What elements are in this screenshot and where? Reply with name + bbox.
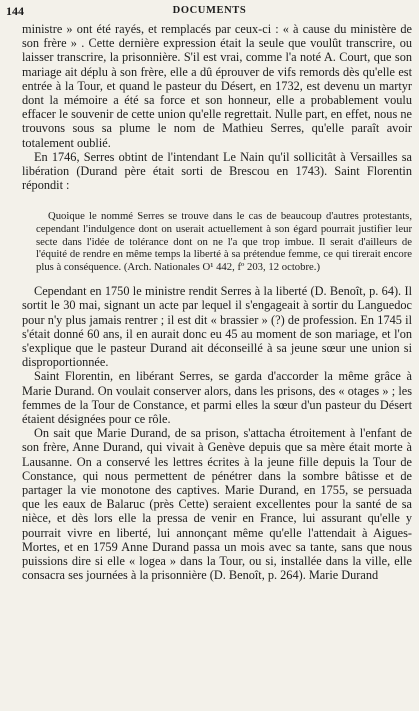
paragraph: Cependant en 1750 le ministre rendit Serres à la liberté (D. Benoît, p. 64). Il sortit le 30 mai, signant un acte par lequel il s'engageait à sortir du Languedoc pour n'y plus jamais rentrer ; il est dit « brassier » (?) de profession. En 1745 il s'était donné 60 ans, il en aurait donc eu 45 au moment de son mariage, et l'on s'explique que le pasteur Durand ait déconseillé à sa jeune sœur une union si disproportionnée. xyxy=(22,284,412,370)
block-quote: Quoique le nommé Serres se trouve dans le cas de beaucoup d'autres protestants, cependant l'indulgence dont on userait actuellement à son égard pourrait justifier leur secte dans l'idée de tolérance dont on ne l'a que trop imbue. Il serait d'ailleurs de l'équité de rendre en même temps la liberté à sa prétendue femme, ce qui tirerait encore plus à conséquence. (Arch. Nationales O¹ 442, fº 203, 12 octobre.) xyxy=(36,210,412,273)
paragraph: Saint Florentin, en libérant Serres, se garda d'accorder la même grâce à Marie Durand. On voulait conserver alors, dans les prisons, des « otages » ; les femmes de la Tour de Constance, et parmi elles la sœur d'un pasteur du Désert étaient désignées pour ce rôle. xyxy=(22,369,412,426)
paragraph: En 1746, Serres obtint de l'intendant Le Nain qu'il sollicitât à Versailles sa libération (Durand père était sorti de Brescou en 1743). Saint Florentin répondit : xyxy=(22,149,412,193)
running-head: DOCUMENTS xyxy=(172,5,247,16)
paragraph: On sait que Marie Durand, de sa prison, s'attacha étroitement à l'enfant de son frère, Anne Durand, qui vivait à Genève depuis que sa mère était morte à Lausanne. On a conservé les lettres écrites à la jeune fille depuis la Tour de Constance, qui nous permettent de pénétrer dans la sombre bâtisse et de partager la vie monotone des captives. Marie Durand, en 1755, se persuada que les eaux de Balaruc (près Cette) seraient excellentes pour la santé de sa nièce, et dès lors elle la pressa de venir en France, lui assurant qu'elle y pourrait vivre en liberté, lui annonçant même qu'elle l'attendait à Aigues-Mortes, et en 1759 Anne Durand passa un mois avec sa tante, sans que nous puissions dire si elle « logea » dans la Tour, ou si, installée dans la ville, elle consacra ses journées à la prisonnière (D. Benoît, p. 264). Marie Durand xyxy=(22,426,412,583)
page-number: 144 xyxy=(6,4,24,18)
page-body xyxy=(22,22,412,582)
page-header xyxy=(0,0,419,20)
paragraph: ministre » ont été rayés, et remplacés par ceux-ci : « à cause du ministère de son frère » . Cette dernière expression était la seule que voulût transcrire, ou laisser transcrire, la prisonnière. S'il est vrai, comme l'a noté A. Court, que son mariage ait déplu à son frère, elle a dû éprouver de vifs remords dès qu'elle est entrée à la Tour, et quand le pasteur du Désert, en 1732, est devenu un martyr dont la mémoire a été sa force et son honneur, elle a probablement voulu effacer le souvenir de cette union qu'elle regrettait. Nulle part, en effet, nous ne trouvons sous sa plume le nom de Mathieu Serres, qu'elle paraît avoir totalement oublié. xyxy=(22,22,412,150)
